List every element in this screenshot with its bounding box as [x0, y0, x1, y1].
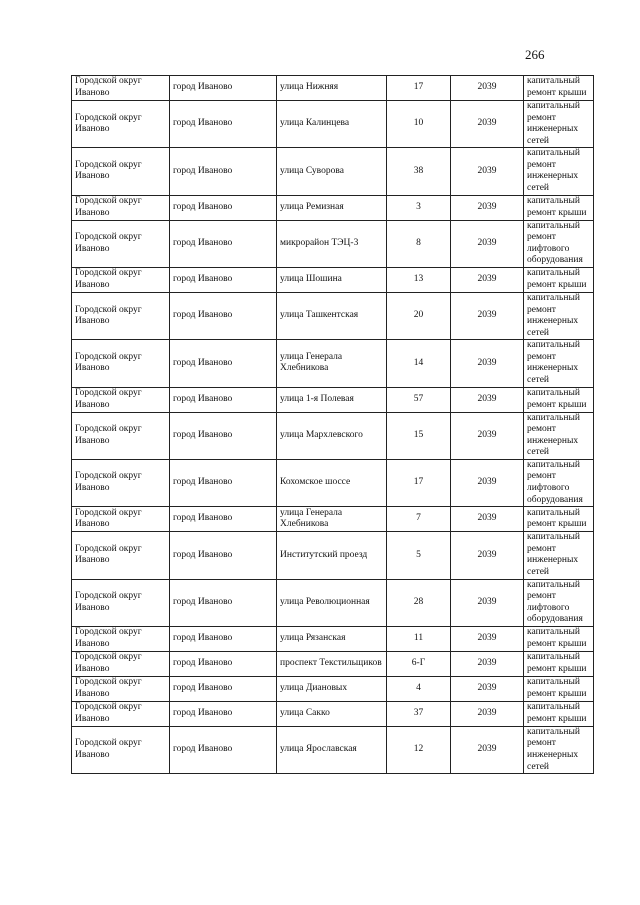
- table-row: [72, 292, 594, 339]
- table-row: [72, 701, 594, 726]
- district-cell: Городской округ Иваново: [72, 340, 170, 387]
- table-row: [72, 148, 594, 195]
- street-cell: Институтский проезд: [277, 532, 387, 579]
- house-number-cell: 4: [387, 676, 451, 701]
- work-type-cell: капитальный ремонт лифтового оборудования: [524, 220, 594, 267]
- street-cell: улица Генерала Хлебникова: [277, 340, 387, 387]
- work-type-cell: капитальный ремонт инженерных сетей: [524, 292, 594, 339]
- table-row: [72, 651, 594, 676]
- city-cell: город Иваново: [170, 412, 277, 459]
- year-cell: 2039: [451, 76, 524, 101]
- district-cell: Городской округ Иваново: [72, 292, 170, 339]
- city-cell: город Иваново: [170, 292, 277, 339]
- table-row: [72, 220, 594, 267]
- street-cell: улица Рязанская: [277, 626, 387, 651]
- work-type-cell: капитальный ремонт крыши: [524, 267, 594, 292]
- city-cell: город Иваново: [170, 220, 277, 267]
- work-type-cell: капитальный ремонт инженерных сетей: [524, 412, 594, 459]
- street-cell: улица Суворова: [277, 148, 387, 195]
- street-cell: улица Шошина: [277, 267, 387, 292]
- city-cell: город Иваново: [170, 76, 277, 101]
- house-number-cell: 12: [387, 726, 451, 773]
- city-cell: город Иваново: [170, 726, 277, 773]
- year-cell: 2039: [451, 651, 524, 676]
- work-type-cell: капитальный ремонт крыши: [524, 76, 594, 101]
- city-cell: город Иваново: [170, 626, 277, 651]
- work-type-cell: капитальный ремонт инженерных сетей: [524, 532, 594, 579]
- year-cell: 2039: [451, 626, 524, 651]
- year-cell: 2039: [451, 579, 524, 626]
- table-row: [72, 412, 594, 459]
- city-cell: город Иваново: [170, 195, 277, 220]
- work-type-cell: капитальный ремонт крыши: [524, 507, 594, 532]
- work-type-cell: капитальный ремонт крыши: [524, 387, 594, 412]
- year-cell: 2039: [451, 267, 524, 292]
- year-cell: 2039: [451, 148, 524, 195]
- house-number-cell: 3: [387, 195, 451, 220]
- city-cell: город Иваново: [170, 459, 277, 506]
- table-row: [72, 579, 594, 626]
- district-cell: Городской округ Иваново: [72, 507, 170, 532]
- district-cell: Городской округ Иваново: [72, 148, 170, 195]
- house-number-cell: 7: [387, 507, 451, 532]
- street-cell: улица Калинцева: [277, 101, 387, 148]
- street-cell: улица Ташкентская: [277, 292, 387, 339]
- city-cell: город Иваново: [170, 579, 277, 626]
- year-cell: 2039: [451, 701, 524, 726]
- house-number-cell: 15: [387, 412, 451, 459]
- city-cell: город Иваново: [170, 101, 277, 148]
- repair-schedule-table: [71, 75, 594, 774]
- table-row: [72, 101, 594, 148]
- district-cell: Городской округ Иваново: [72, 532, 170, 579]
- work-type-cell: капитальный ремонт крыши: [524, 701, 594, 726]
- street-cell: микрорайон ТЭЦ-3: [277, 220, 387, 267]
- year-cell: 2039: [451, 220, 524, 267]
- work-type-cell: капитальный ремонт инженерных сетей: [524, 726, 594, 773]
- work-type-cell: капитальный ремонт крыши: [524, 195, 594, 220]
- table-row: [72, 532, 594, 579]
- district-cell: Городской округ Иваново: [72, 76, 170, 101]
- street-cell: улица Нижняя: [277, 76, 387, 101]
- page-number: 266: [525, 47, 545, 62]
- district-cell: Городской округ Иваново: [72, 651, 170, 676]
- work-type-cell: капитальный ремонт крыши: [524, 676, 594, 701]
- house-number-cell: 17: [387, 76, 451, 101]
- work-type-cell: капитальный ремонт лифтового оборудования: [524, 459, 594, 506]
- city-cell: город Иваново: [170, 701, 277, 726]
- house-number-cell: 10: [387, 101, 451, 148]
- street-cell: улица Мархлевского: [277, 412, 387, 459]
- city-cell: город Иваново: [170, 340, 277, 387]
- house-number-cell: 13: [387, 267, 451, 292]
- district-cell: Городской округ Иваново: [72, 220, 170, 267]
- work-type-cell: капитальный ремонт лифтового оборудования: [524, 579, 594, 626]
- table-row: [72, 726, 594, 773]
- table-row: [72, 459, 594, 506]
- year-cell: 2039: [451, 292, 524, 339]
- year-cell: 2039: [451, 195, 524, 220]
- year-cell: 2039: [451, 532, 524, 579]
- street-cell: улица Сакко: [277, 701, 387, 726]
- house-number-cell: 38: [387, 148, 451, 195]
- year-cell: 2039: [451, 676, 524, 701]
- house-number-cell: 20: [387, 292, 451, 339]
- table-row: [72, 195, 594, 220]
- district-cell: Городской округ Иваново: [72, 387, 170, 412]
- district-cell: Городской округ Иваново: [72, 101, 170, 148]
- street-cell: улица Революционная: [277, 579, 387, 626]
- house-number-cell: 6-Г: [387, 651, 451, 676]
- street-cell: улица Ярославская: [277, 726, 387, 773]
- house-number-cell: 11: [387, 626, 451, 651]
- table-row: [72, 626, 594, 651]
- street-cell: улица Генерала Хлебникова: [277, 507, 387, 532]
- street-cell: улица Ремизная: [277, 195, 387, 220]
- work-type-cell: капитальный ремонт инженерных сетей: [524, 340, 594, 387]
- house-number-cell: 57: [387, 387, 451, 412]
- work-type-cell: капитальный ремонт инженерных сетей: [524, 101, 594, 148]
- district-cell: Городской округ Иваново: [72, 459, 170, 506]
- year-cell: 2039: [451, 459, 524, 506]
- house-number-cell: 17: [387, 459, 451, 506]
- street-cell: улица 1-я Полевая: [277, 387, 387, 412]
- district-cell: Городской округ Иваново: [72, 701, 170, 726]
- district-cell: Городской округ Иваново: [72, 626, 170, 651]
- table-row: [72, 387, 594, 412]
- street-cell: улица Диановых: [277, 676, 387, 701]
- district-cell: Городской округ Иваново: [72, 676, 170, 701]
- house-number-cell: 28: [387, 579, 451, 626]
- table-row: [72, 340, 594, 387]
- house-number-cell: 37: [387, 701, 451, 726]
- year-cell: 2039: [451, 340, 524, 387]
- city-cell: город Иваново: [170, 676, 277, 701]
- district-cell: Городской округ Иваново: [72, 195, 170, 220]
- work-type-cell: капитальный ремонт крыши: [524, 651, 594, 676]
- city-cell: город Иваново: [170, 387, 277, 412]
- year-cell: 2039: [451, 726, 524, 773]
- table-body: [72, 76, 594, 774]
- street-cell: проспект Текстильщиков: [277, 651, 387, 676]
- city-cell: город Иваново: [170, 532, 277, 579]
- year-cell: 2039: [451, 507, 524, 532]
- street-cell: Кохомское шоссе: [277, 459, 387, 506]
- year-cell: 2039: [451, 412, 524, 459]
- city-cell: город Иваново: [170, 651, 277, 676]
- house-number-cell: 14: [387, 340, 451, 387]
- table-row: [72, 676, 594, 701]
- work-type-cell: капитальный ремонт крыши: [524, 626, 594, 651]
- table-row: [72, 76, 594, 101]
- city-cell: город Иваново: [170, 267, 277, 292]
- house-number-cell: 8: [387, 220, 451, 267]
- year-cell: 2039: [451, 101, 524, 148]
- district-cell: Городской округ Иваново: [72, 267, 170, 292]
- district-cell: Городской округ Иваново: [72, 412, 170, 459]
- district-cell: Городской округ Иваново: [72, 726, 170, 773]
- table-row: [72, 267, 594, 292]
- district-cell: Городской округ Иваново: [72, 579, 170, 626]
- table-row: [72, 507, 594, 532]
- year-cell: 2039: [451, 387, 524, 412]
- city-cell: город Иваново: [170, 148, 277, 195]
- house-number-cell: 5: [387, 532, 451, 579]
- work-type-cell: капитальный ремонт инженерных сетей: [524, 148, 594, 195]
- city-cell: город Иваново: [170, 507, 277, 532]
